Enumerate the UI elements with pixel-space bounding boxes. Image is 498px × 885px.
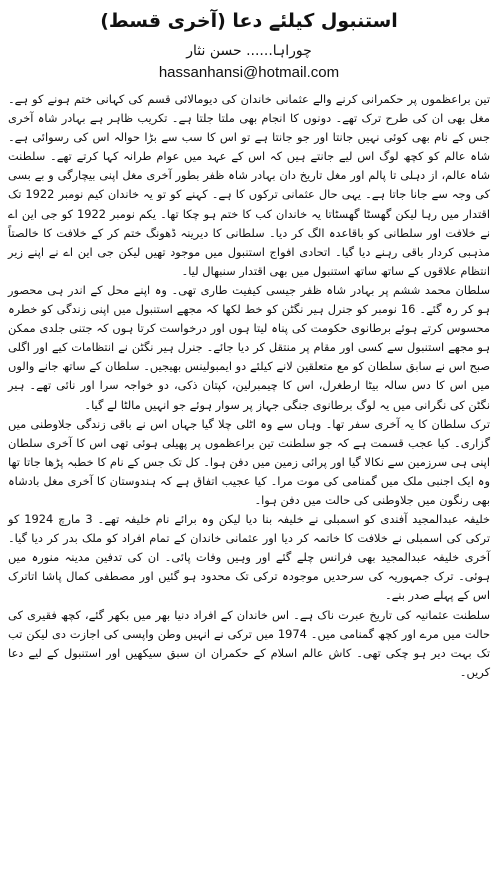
article-paragraph: خلیفہ عبدالمجید آفندی کو اسمبلی نے خلیفہ بنا دیا لیکن وہ برائے نام خلیفہ تھے۔ 3 مارچ 1924 کو ترکی کی اسمبلی نے خلافت کا خاتمہ کر دیا اور عثمانی خاندان کے تمام افراد کو ملک بدر کر دیا گیا۔ آخری خلیفہ عبدالمجید بھی فرانس چلے گئے اور وہیں وفات پائی۔ ان کی تدفین مدینہ منورہ میں ہوئی۔ ترک جمہوریہ کی سرحدیں موجودہ ترکی تک محدود ہو گئیں اور مصطفی کمال پاشا اتاترک اس کے پہلے صدر بنے۔ [8, 512, 491, 603]
article-byline: چوراہا...... حسن نثار [186, 43, 312, 59]
author-email: hassanhansi@hotmail.com [158, 64, 340, 81]
article-title: استنبول کیلئے دعا (آخری قسط) [100, 10, 398, 32]
article-body [8, 84, 490, 682]
article-paragraph: سلطان محمد ششم پر بہادر شاہ ظفر جیسی کیفیت طاری تھی۔ وہ اپنے محل کے اندر ہی محصور ہو کر رہ گئے۔ 16 نومبر کو جنرل ہیر نگٹن کو خط لکھا کہ مجھے استنبول میں اپنی زندگی کو خطرہ محسوس کرتے ہوئے برطانوی حکومت کی پناہ لیتا ہوں اور درخواست کرتا ہوں کہ جتنی جلدی ممکن ہو مجھے استنبول سے کسی اور مقام پر منتقل کر دیا جائے۔ جنرل ہیر نگٹن نے انتظامات کیے اور اگلی صبح اس نے سابق سلطان کو مع متعلقین لانے کیلئے دو ایمبولینس بھیجیں۔ سلطان کے ساتھ جانے والوں میں اس کا دس سالہ بیٹا ارطغرل، اس کا چیمبرلین، کپتان ذکی، دو خواجہ سرا اور نائی تھے۔ ہیر نگٹن کی نگرانی میں یہ لوگ برطانوی جنگی جہاز پر سوار ہوئے جو انہیں مالٹا لے گیا۔ [8, 282, 490, 412]
article-paragraph: تین براعظموں پر حکمرانی کرنے والے عثمانی خاندان کی دیومالائی قسم کی کہانی ختم ہونے کو ہے۔ مغل بھی ان کی طرح ترک تھے۔ دونوں کا انجام بھی ملتا جلتا ہے۔ تکریب ظاہر ہے بہادر شاہ آخری جس کے نام بھی کوئی نہیں جانتا اور جو جانتا ہے تو اس کا سب سے بڑا حوالہ اس کی رسوائی ہے۔ شاہ عالم کو کچھ لوگ اس لیے جانتے ہیں کہ اس کے عہد میں عوام طرانہ کہا کرتے تھے۔ سلطنت شاہ عالم، از دہلی تا پالم اور مغل تاریخ دان بہادر شاہ ظفر بطور آخری مغل اپنی بیچارگی و بے بسی کی وجہ سے جانا جاتا ہے۔ یہی حال عثمانی ترکوں کا ہے۔ کہنے کو تو یہ خاندان کیم نومبر 1922 تک اقتدار میں رہا لیکن گھسٹا گھسٹاتا یہ خاندان کب کا ختم ہو چکا تھا۔ یکم نومبر 1922 کو جی این اے نے خلافت اور سلطانی کو باقاعدہ الگ کر دیا۔ سلطانی کا دیرینہ ڈھونگ ختم کر کے خلافت کا خالصتاً مذہبی کردار باقی رہنے دیا گیا۔ اتحادی افواج استنبول میں موجود تھیں لیکن جی این اے نے اپنے زیر انتظام علاقوں کے ساتھ ساتھ استنبول میں بھی اقتدار سنبھال لیا۔ [8, 92, 490, 278]
article-paragraph: سلطنت عثمانیہ کی تاریخ عبرت ناک ہے۔ اس خاندان کے افراد دنیا بھر میں بکھر گئے، کچھ فقیری کی حالت میں مرے اور کچھ گمنامی میں۔ 1974 میں ترکی نے انہیں وطن واپسی کی اجازت دی لیکن تب تک بہت دیر ہو چکی تھی۔ کاش عالم اسلام کے حکمران ان سبق سیکھیں اور استنبول کے لیے دعا کریں۔ [8, 607, 490, 679]
article-paragraph: ترک سلطان کا یہ آخری سفر تھا۔ وہاں سے وہ اٹلی چلا گیا جہاں اس نے باقی زندگی جلاوطنی میں گزاری۔ کیا عجب قسمت ہے کہ جو سلطنت تین براعظموں پر پھیلی ہوئی تھی اس کا آخری سلطان اپنی ہی سرزمین سے نکالا گیا اور پرائی زمین میں دفن ہوا۔ کل تک جس کے نام کا خطبہ پڑھا جاتا تھا وہ ایک اجنبی ملک میں گمنامی کی موت مرا۔ کیا عجیب اتفاق ہے کہ ہندوستان کا آخری مغل بادشاہ بھی رنگون میں جلاوطنی کی حالت میں دفن ہوا۔ [8, 416, 490, 507]
